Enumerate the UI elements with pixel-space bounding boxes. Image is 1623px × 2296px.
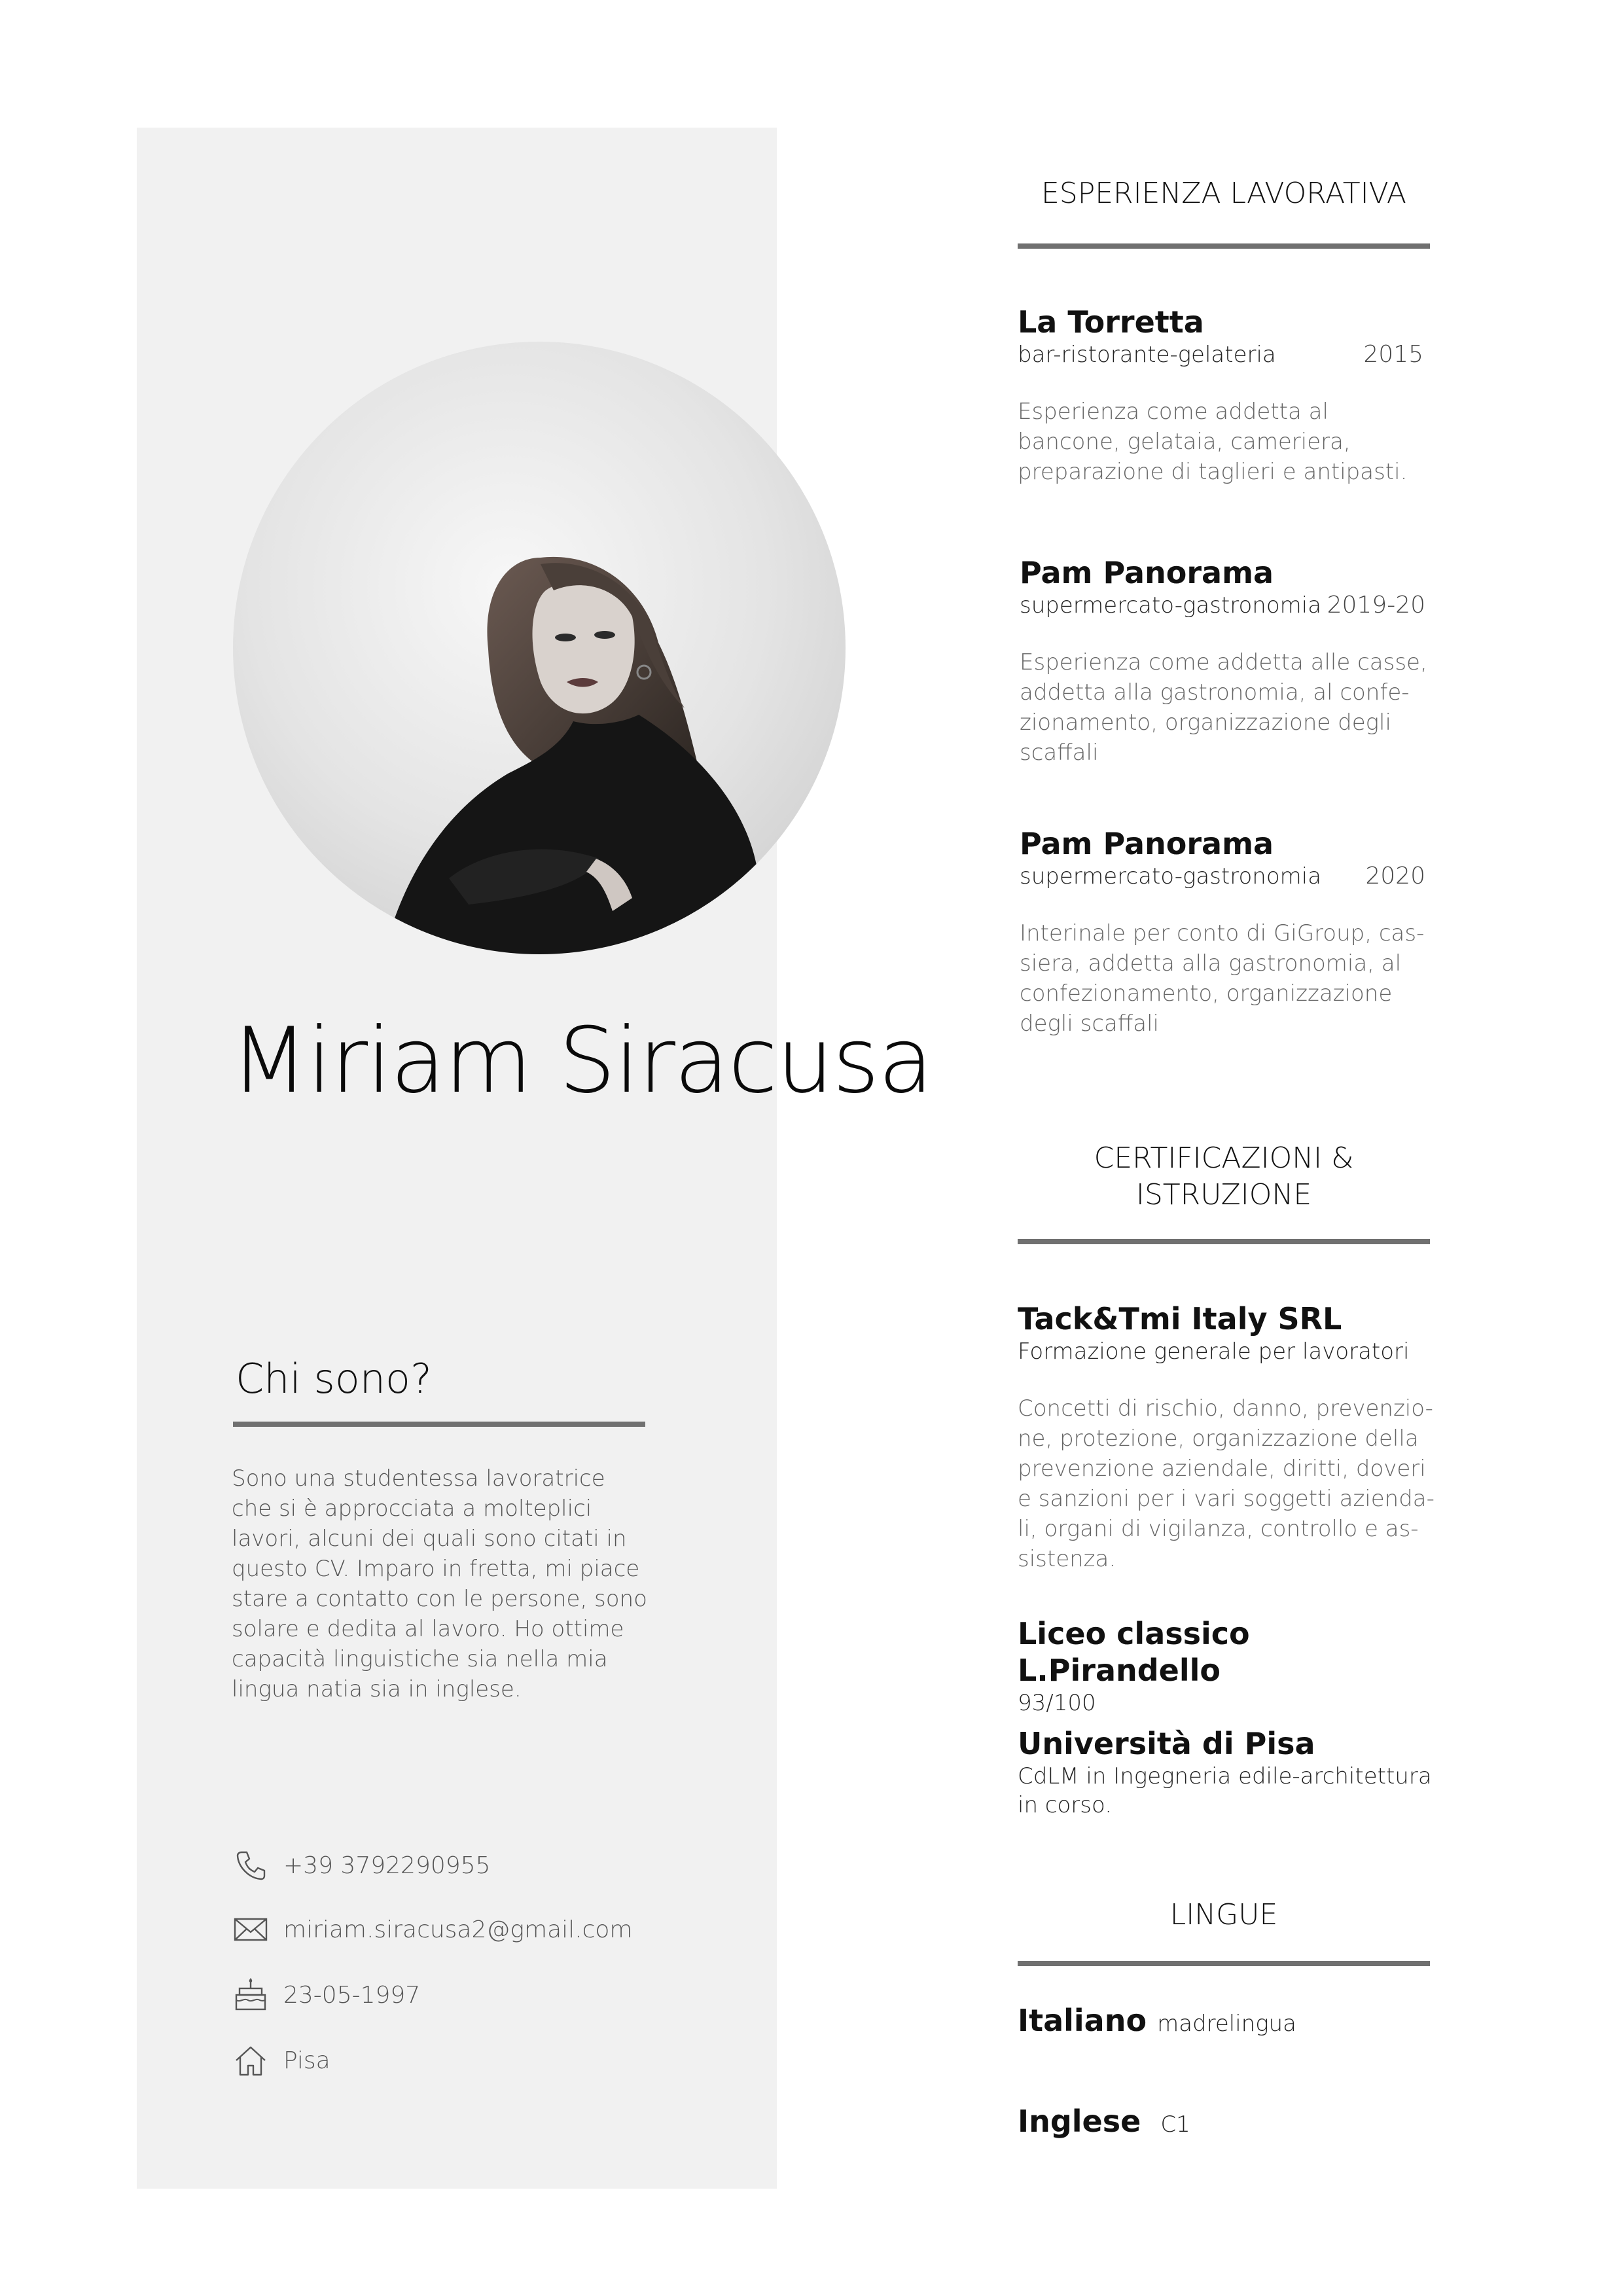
education-title-line2: ISTRUZIONE <box>1135 1178 1312 1211</box>
language-level: madrelingua <box>1157 2011 1296 2037</box>
job-description: Interinale per conto di GiGroup, cas- siera, addetta alla gastronomia, al confezionamento, organizzazione degli scaffali <box>1020 920 1425 1037</box>
job-description: Esperienza come addetta alle casse, addetta alla gastronomia, al confe- zionamento, organizzazione degli scaffali <box>1020 649 1427 766</box>
education-item <box>1018 1725 1436 1820</box>
education-subtitle: Formazione generale per lavoratori <box>1018 1338 1410 1365</box>
experience-item <box>1020 554 1438 768</box>
contact-location <box>232 2042 330 2079</box>
about-text: Sono una studentessa lavoratrice che si è approcciata a molteplici lavori, alcuni dei quali sono citati in questo CV. Imparo in fretta, mi piace stare a contatto con le persone, sono solare e dedita al lavoro. Ho ottime capacità linguistiche sia nella mia lingua natia sia in inglese. <box>232 1465 647 1702</box>
education-name: Liceo classico L.Pirandello <box>1018 1616 1250 1688</box>
experience-item <box>1018 304 1436 487</box>
education-title-line1: CERTIFICAZIONI & <box>1094 1141 1354 1175</box>
profile-photo <box>233 342 846 954</box>
contact-phone[interactable] <box>232 1847 490 1884</box>
job-employer: Pam Panorama <box>1020 555 1274 590</box>
job-type: supermercato-gastronomia <box>1020 592 1322 619</box>
job-year: 2019-20 <box>1327 592 1425 619</box>
experience-divider <box>1018 243 1430 249</box>
education-divider <box>1018 1239 1430 1244</box>
phone-number: +39 3792290955 <box>283 1852 491 1879</box>
language-item <box>1018 2104 1190 2139</box>
job-type: bar-ristorante-gelateria <box>1018 342 1276 368</box>
education-item <box>1018 1300 1436 1574</box>
languages-section-title: LINGUE <box>1169 1898 1278 1931</box>
education-subtitle: 93/100 <box>1018 1690 1096 1716</box>
home-icon <box>232 2042 269 2079</box>
language-item <box>1018 2003 1296 2038</box>
education-item <box>1018 1615 1436 1717</box>
language-level: C1 <box>1160 2111 1190 2138</box>
experience-section-title: ESPERIENZA LAVORATIVA <box>1041 177 1407 210</box>
about-title: Chi sono? <box>236 1355 432 1403</box>
language-name: Inglese <box>1018 2104 1141 2139</box>
job-description: Esperienza come addetta al bancone, gelataia, cameriera, preparazione di taglieri e antipasti. <box>1018 399 1408 485</box>
contact-email[interactable] <box>232 1911 632 1948</box>
language-name: Italiano <box>1018 2003 1147 2038</box>
job-type: supermercato-gastronomia <box>1020 863 1322 889</box>
education-name: Università di Pisa <box>1018 1726 1315 1761</box>
person-name: Miriam Siracusa <box>230 1008 933 1113</box>
education-section-title <box>1018 1140 1430 1213</box>
job-employer: La Torretta <box>1018 304 1204 340</box>
mail-icon <box>232 1911 269 1948</box>
contact-birthdate <box>232 1977 420 2013</box>
email-address: miriam.siracusa2@gmail.com <box>283 1916 633 1943</box>
job-year: 2015 <box>1363 341 1423 368</box>
phone-icon <box>232 1847 269 1884</box>
job-year: 2020 <box>1365 863 1425 889</box>
birthday-cake-icon <box>232 1977 269 2013</box>
job-employer: Pam Panorama <box>1020 826 1274 861</box>
education-name: Tack&Tmi Italy SRL <box>1018 1301 1342 1336</box>
location: Pisa <box>283 2047 330 2074</box>
birth-date: 23-05-1997 <box>283 1981 421 2009</box>
education-description: Concetti di rischio, danno, prevenzio- ne, protezione, organizzazione della prevenzione aziendale, diritti, doveri e sanzioni per i vari soggetti azienda- li, organi di vigilanza, controllo e as- sistenza. <box>1018 1395 1435 1572</box>
languages-divider <box>1018 1961 1430 1966</box>
education-subtitle: CdLM in Ingegneria edile-architettura in corso. <box>1018 1763 1432 1818</box>
about-divider <box>233 1422 645 1427</box>
experience-item <box>1020 825 1438 1039</box>
